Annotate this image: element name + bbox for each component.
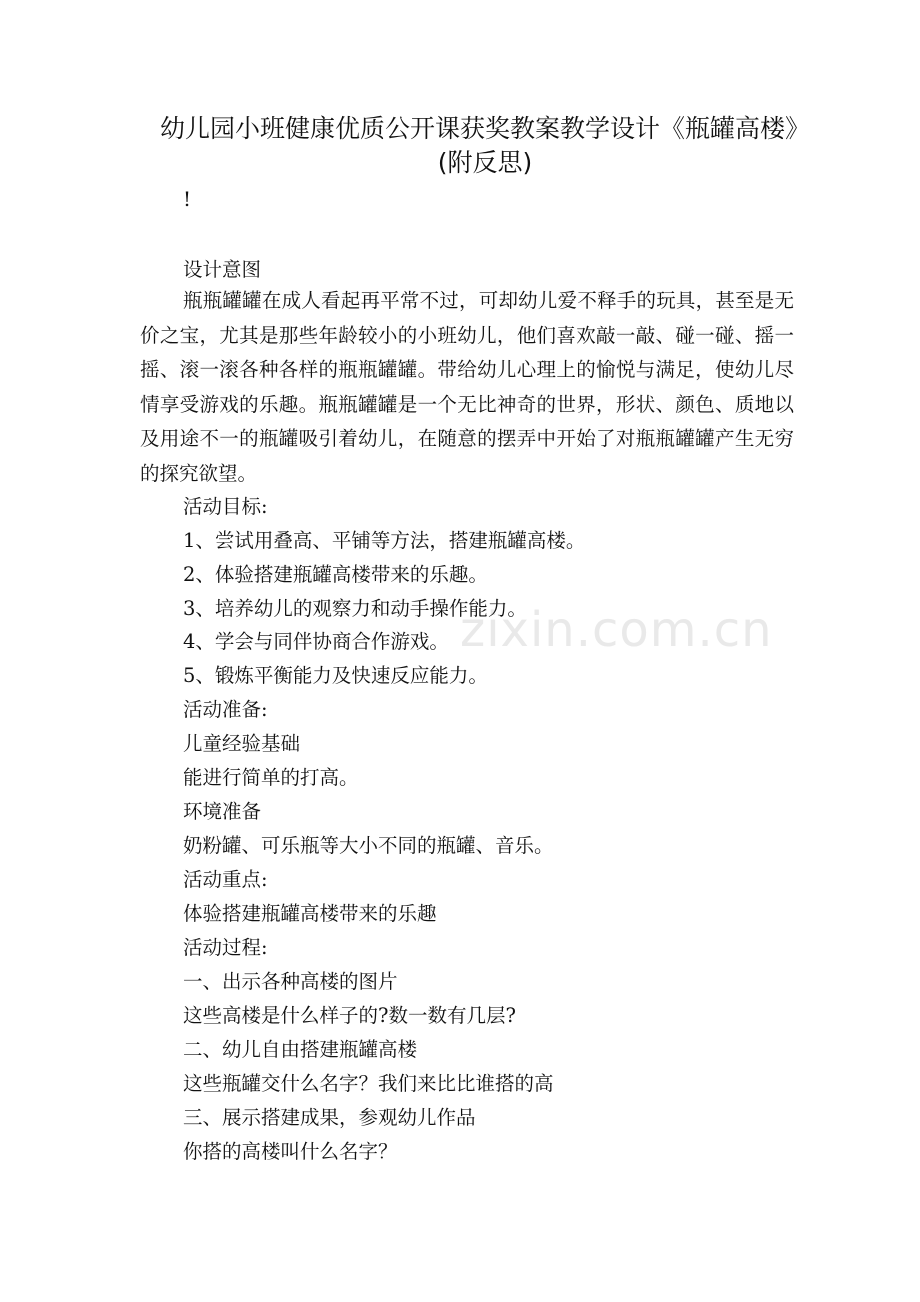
process-line: 这些高楼是什么样子的?数一数有几层? <box>183 1004 516 1027</box>
goal-item: 4、学会与同伴协商合作游戏。 <box>183 630 449 653</box>
design-intent-heading: 设计意图 <box>183 258 262 281</box>
focus-heading: 活动重点: <box>183 868 268 891</box>
watermark: zixin.com.cn <box>460 602 773 658</box>
document-title: 幼儿园小班健康优质公开课获奖教案教学设计《瓶罐高楼》(附反思) <box>159 114 810 177</box>
process-line: 一、出示各种高楼的图片 <box>183 970 398 993</box>
environment-heading: 环境准备 <box>183 800 262 823</box>
experience-heading: 儿童经验基础 <box>183 732 301 755</box>
process-line: 这些瓶罐交什么名字？我们来比比谁搭的高 <box>183 1072 554 1095</box>
environment-text: 奶粉罐、可乐瓶等大小不同的瓶罐、音乐。 <box>183 834 554 857</box>
process-line: 三、展示搭建成果，参观幼儿作品 <box>183 1106 476 1129</box>
process-line: 你搭的高楼叫什么名字？ <box>183 1140 398 1163</box>
experience-text: 能进行简单的打高。 <box>183 766 359 789</box>
goal-item: 2、体验搭建瓶罐高楼带来的乐趣。 <box>183 563 488 586</box>
goal-item: 3、培养幼儿的观察力和动手操作能力。 <box>183 597 527 620</box>
goal-item: 1、尝试用叠高、平铺等方法，搭建瓶罐高楼。 <box>183 529 586 552</box>
process-line: 二、幼儿自由搭建瓶罐高楼 <box>183 1038 418 1061</box>
goals-heading: 活动目标: <box>183 495 268 518</box>
preparation-heading: 活动准备: <box>183 698 268 721</box>
goal-item: 5、锻炼平衡能力及快速反应能力。 <box>183 664 488 687</box>
focus-text: 体验搭建瓶罐高楼带来的乐趣 <box>183 902 437 925</box>
process-heading: 活动过程: <box>183 936 268 959</box>
design-intent-paragraph: 瓶瓶罐罐在成人看起再平常不过，可却幼儿爱不释手的玩具，甚至是无价之宝，尤其是那些年龄较小的小班幼儿，他们喜欢敲一敲、碰一碰、摇一摇、滚一滚各种各样的瓶瓶罐罐。带给幼儿心理上的愉悦与满足，使幼儿尽情享受游戏的乐趣。瓶瓶罐罐是一个无比神奇的世界，形状、颜色、质地以及用途不一的瓶罐吸引着幼儿，在随意的摆弄中开始了对瓶瓶罐罐产生无穷的探究欲望。 <box>140 289 794 485</box>
exclamation-mark: ! <box>183 187 192 211</box>
